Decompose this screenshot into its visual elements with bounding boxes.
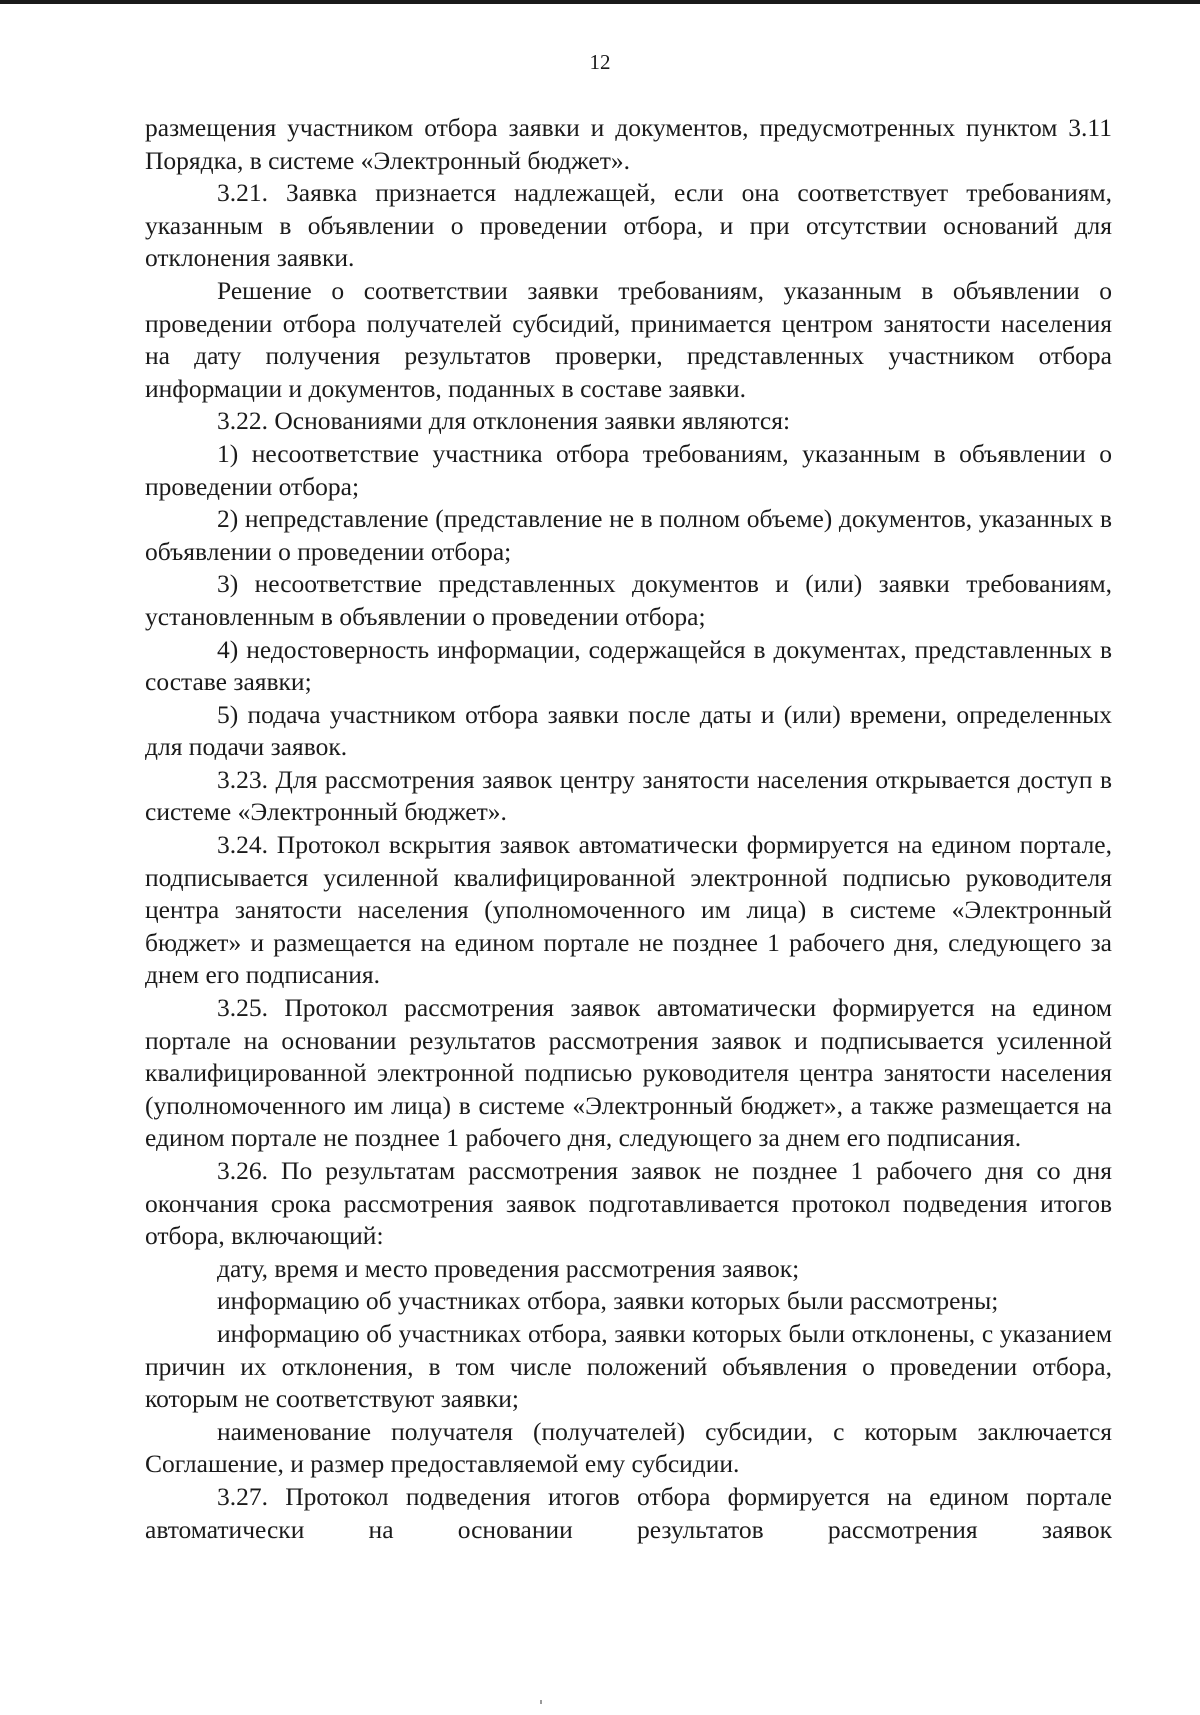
page-number: 12 <box>589 50 611 74</box>
scan-speck <box>540 1700 542 1704</box>
paragraph-3-26: 3.26. По результатам рассмотрения заявок не позднее 1 рабочего дня со дня окончания срока рассмотрения заявок подготавливается протокол подведения итогов отбора, включающий: <box>145 1156 1112 1251</box>
paragraph-3-21: 3.21. Заявка признается надлежащей, если она соответствует требованиям, указанным в объявлении о проведении отбора, и при отсутствии оснований для отклонения заявки. <box>145 178 1112 273</box>
paragraph-continuation: размещения участником отбора заявки и документов, предусмотренных пунктом 3.11 Порядка, в системе «Электронный бюджет». <box>145 113 1112 175</box>
list-item-5: 5) подача участником отбора заявки после даты и (или) времени, определенных для подачи заявок. <box>145 699 1112 762</box>
protocol-item-recipient: наименование получателя (получателей) субсидии, с которым заключается Соглашение, и размер предоставляемой ему субсидии. <box>145 1416 1112 1479</box>
list-item-2: 2) непредставление (представление не в полном объеме) документов, указанных в объявлении о проведении отбора; <box>145 504 1112 566</box>
paragraph-3-24: 3.24. Протокол вскрытия заявок автоматически формируется на едином портале, подписывается усиленной квалифицированной электронной подписью руководителя центра занятости населения (уполномоченного им лица) в системе «Электронный бюджет» и размещается на едином портале не позднее 1 рабочего дня, следующего за днем его подписания. <box>145 830 1112 990</box>
list-item-1: 1) несоответствие участника отбора требованиям, указанным в объявлении о проведении отбора; <box>145 438 1112 501</box>
paragraph-3-27: 3.27. Протокол подведения итогов отбора формируется на едином портале автоматически на основании результатов рассмотрения заявок <box>145 1481 1112 1544</box>
protocol-item-date: дату, время и место проведения рассмотрения заявок; <box>217 1253 800 1283</box>
protocol-item-reviewed: информацию об участниках отбора, заявки которых были рассмотрены; <box>217 1286 999 1316</box>
paragraph-3-23: 3.23. Для рассмотрения заявок центру занятости населения открывается доступ в системе «Электронный бюджет». <box>145 764 1112 827</box>
paragraph-decision: Решение о соответствии заявки требованиям, указанным в объявлении о проведении отбора получателей субсидий, принимается центром занятости населения на дату получения результатов проверки, представленных участником отбора информации и документов, поданных в составе заявки. <box>145 275 1112 403</box>
paragraph-3-22: 3.22. Основаниями для отклонения заявки являются: <box>217 406 791 436</box>
scan-top-border <box>0 0 1200 4</box>
paragraph-3-25: 3.25. Протокол рассмотрения заявок автоматически формируется на едином портале на основании результатов рассмотрения заявок и подписывается усиленной квалифицированной электронной подписью руководителя центра занятости населения (уполномоченного им лица) в системе «Электронный бюджет», а также размещается на едином портале не позднее 1 рабочего дня, следующего за днем его подписания. <box>145 993 1112 1153</box>
protocol-item-rejected: информацию об участниках отбора, заявки которых были отклонены, с указанием причин их отклонения, в том числе положений объявления о проведении отбора, которым не соответствуют заявки; <box>145 1318 1112 1414</box>
list-item-4: 4) недостоверность информации, содержащейся в документах, представленных в составе заявки; <box>145 634 1112 697</box>
document-body <box>145 112 1112 1546</box>
list-item-3: 3) несоответствие представленных документов и (или) заявки требованиям, установленным в объявлении о проведении отбора; <box>145 569 1112 631</box>
